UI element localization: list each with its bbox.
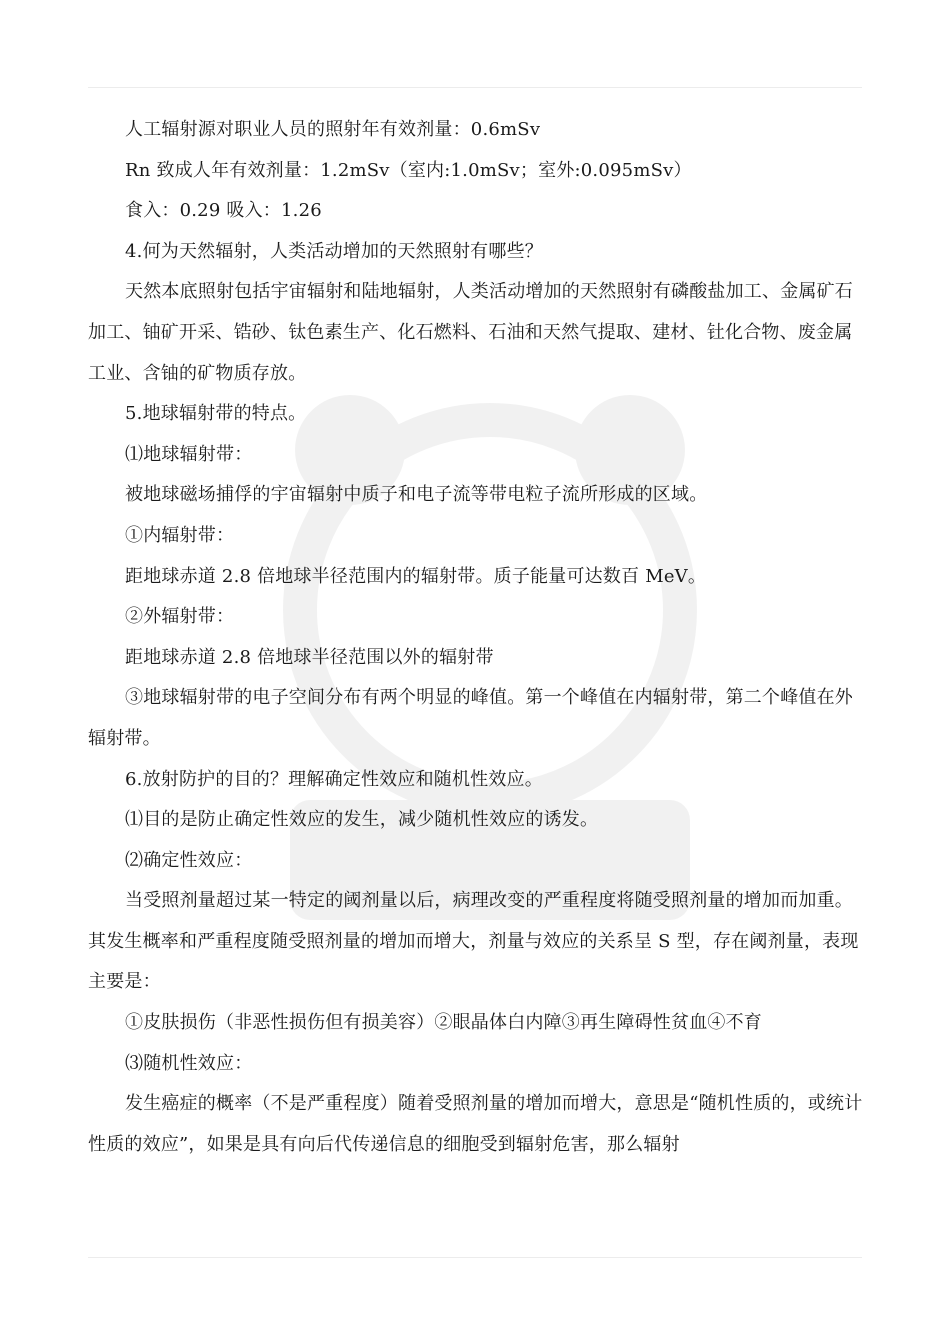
- stochastic-effect-description: 发生癌症的概率（不是严重程度）随着受照剂量的增加而增大，意思是“随机性质的，或统计性质的效应”，如果是具有向后代传递信息的细胞受到辐射危害，那么辐射: [88, 1093, 863, 1155]
- outer-belt-description: 距地球赤道 2.8 倍地球半径范围以外的辐射带: [125, 646, 494, 668]
- subheading-stochastic-effect: ⑶随机性效应：: [125, 1052, 253, 1074]
- subheading-inner-belt: ①内辐射带：: [125, 524, 235, 546]
- subheading-radiation-belt: ⑴地球辐射带：: [125, 443, 253, 465]
- header-rule: [88, 87, 862, 88]
- paragraph-intake: 食入：0.29 吸入：1.26: [125, 200, 322, 222]
- deterministic-effect-list: ①皮肤损伤（非恶性损伤但有损美容）②眼晶体白内障③再生障碍性贫血④不育: [125, 1012, 762, 1034]
- electron-peaks-text: ③地球辐射带的电子空间分布有两个明显的峰值。第一个峰值在内辐射带，第二个峰值在外辐射带。: [88, 687, 853, 749]
- paragraph-occupational-dose: 人工辐射源对职业人员的照射年有效剂量：0.6mSv: [125, 119, 541, 140]
- question-6-heading: 6.放射防护的目的？理解确定性效应和随机性效应。: [125, 768, 543, 790]
- paragraph-rn-dose: Rn 致成人年有效剂量：1.2mSv（室内:1.0mSv；室外:0.095mSv）: [125, 159, 692, 181]
- deterministic-effect-description: 当受照剂量超过某一特定的阈剂量以后，病理改变的严重程度将随受照剂量的增加而加重。其发生概率和严重程度随受照剂量的增加而增大，剂量与效应的关系呈 S 型，存在阈剂量，表现主要是：: [88, 890, 859, 993]
- subheading-deterministic-effect: ⑵确定性效应：: [125, 849, 253, 871]
- document-body: [88, 110, 866, 1165]
- radiation-belt-definition: 被地球磁场捕俘的宇宙辐射中质子和电子流等带电粒子流所形成的区域。: [125, 484, 708, 506]
- footer-rule: [88, 1257, 862, 1258]
- subheading-outer-belt: ②外辐射带：: [125, 606, 235, 628]
- question-4-heading: 4.何为天然辐射，人类活动增加的天然照射有哪些？: [125, 240, 543, 262]
- inner-belt-description: 距地球赤道 2.8 倍地球半径范围内的辐射带。质子能量可达数百 MeV。: [125, 565, 707, 587]
- question-5-heading: 5.地球辐射带的特点。: [125, 403, 307, 425]
- protection-purpose-text: ⑴目的是防止确定性效应的发生，减少随机性效应的诱发。: [125, 809, 599, 831]
- answer-4-text: 天然本底照射包括宇宙辐射和陆地辐射，人类活动增加的天然照射有磷酸盐加工、金属矿石加工、铀矿开采、锆砂、钛色素生产、化石燃料、石油和天然气提取、建材、钍化合物、废金属工业、含铀的矿物质存放。: [88, 281, 853, 384]
